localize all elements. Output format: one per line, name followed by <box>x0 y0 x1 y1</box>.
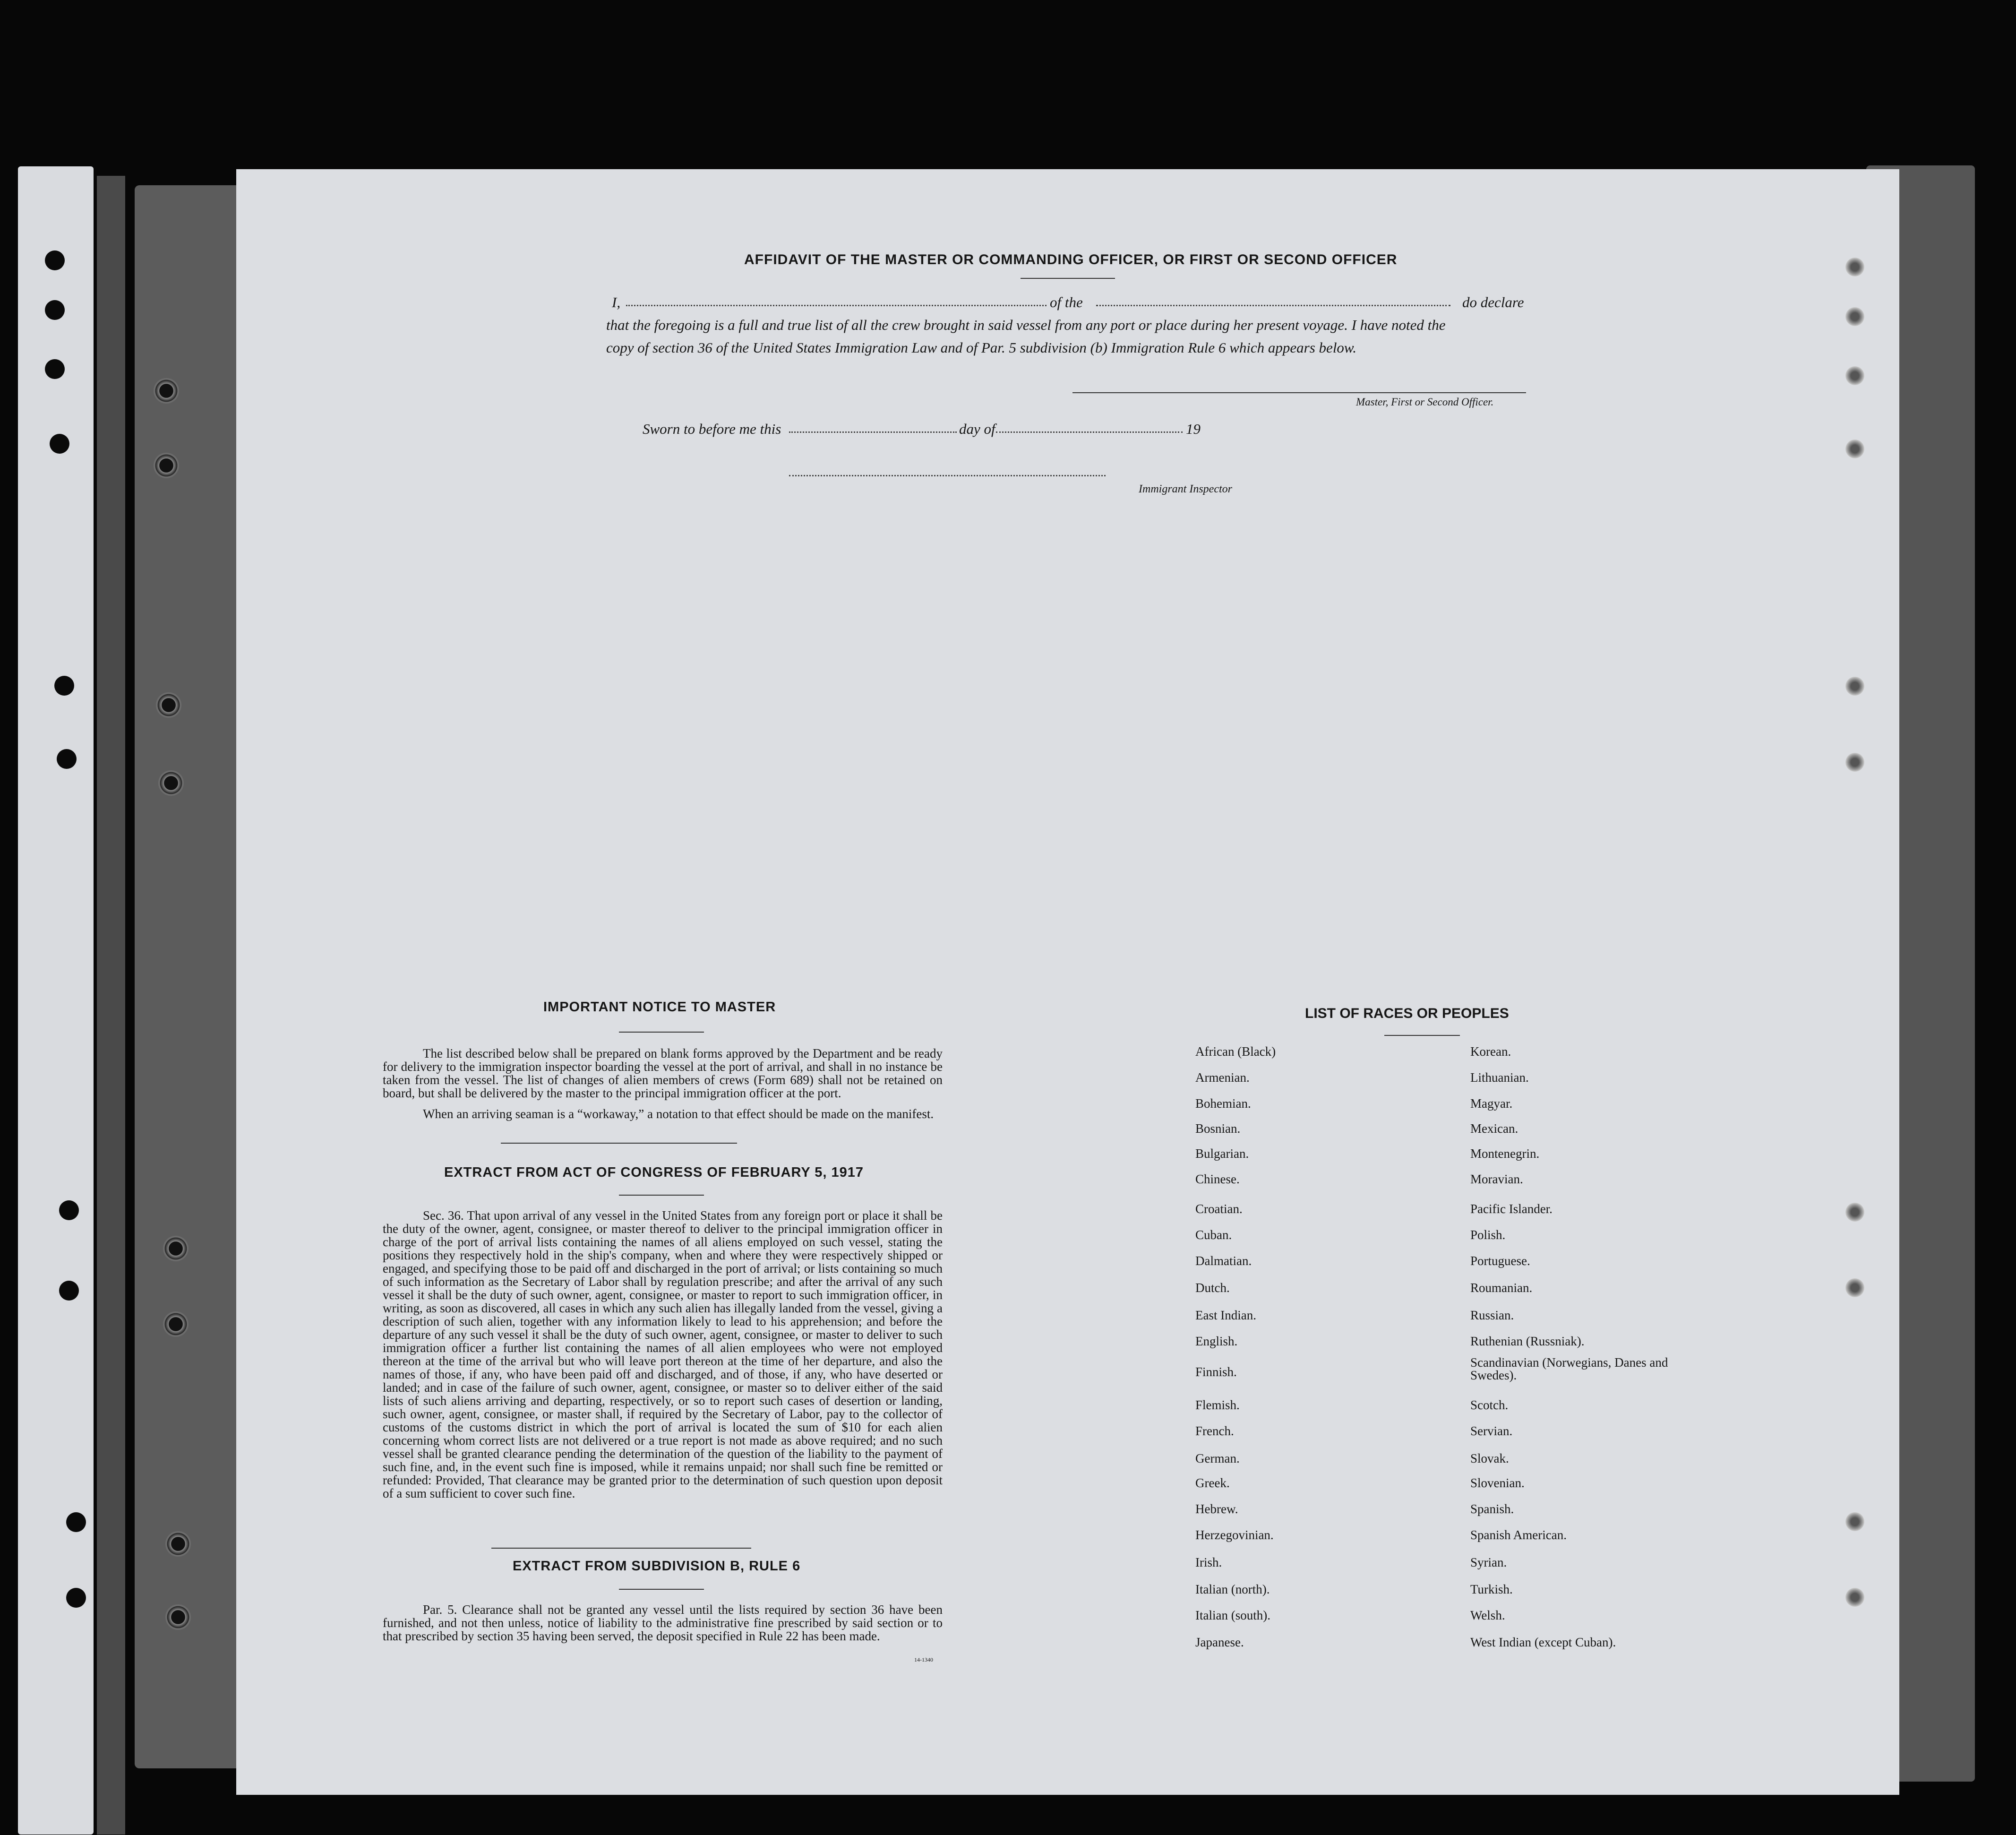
notice-paragraph-2: When an arriving seaman is a “workaway,” a notation to that effect should be made on the manifest. <box>423 1107 934 1121</box>
affidavit-do-declare: do declare <box>1462 294 1524 310</box>
binder-hole <box>45 359 65 379</box>
month-blank[interactable] <box>996 431 1183 433</box>
affidavit-line-2: that the foregoing is a full and true list of all the crew brought in said vessel from any port or place during her present voyage. I have noted the <box>606 317 1446 333</box>
race-entry: Italian (north). <box>1195 1582 1270 1596</box>
race-entry: Bosnian. <box>1195 1121 1241 1136</box>
vessel-blank[interactable] <box>1096 305 1450 306</box>
folder-hole <box>163 1311 189 1337</box>
race-entry: Armenian. <box>1195 1070 1250 1085</box>
affidavit-of-the: of the <box>1050 294 1083 310</box>
race-entry: Polish. <box>1470 1228 1506 1242</box>
race-entry: Hebrew. <box>1195 1502 1238 1516</box>
binder-edge <box>97 176 125 1835</box>
section-36-text: Sec. 36. That upon arrival of any vessel in the United States from any foreign port or place it shall be the duty of the owner, agent, consignee, or master thereof to deliver to the principal immigration officer in charge of the port of arrival lists containing the names of all aliens employed on such vessel, stating the positions they respectively hold in the ship's company, when and where they were respectively shipped or engaged, and specifying those to be paid off and discharged in the port of arrival; or lists containing so much of such information as the Secretary of Labor shall by regulation prescribe; and after the arrival of any such vessel it shall be the duty of such owner, agent, consignee, or master to report to such immigration officer, in writing, as soon as discovered, all cases in which any such alien has illegally landed from the vessel, giving a description of such alien, together with any information likely to lead to his apprehension; and before the departure of any such vessel it shall be the duty of such owner, agent, consignee, or master to deliver to such immigration officer a further list containing the names of all alien employees who were not employed thereon at the time of the arrival but who will leave port thereon at the time of her departure, and also the names of those, if any, who have been paid off and discharged, and of those, if any, who have deserted or landed; and in case of the failure of such owner, agent, consignee, or master so to deliver either of the said lists of such aliens arriving and departing, respectively, or so to report such cases of desertion or landing, such owner, agent, consignee, or master shall, if required by the Secretary of Labor, pay to the collector of customs of the customs district in which the port of arrival is located the sum of $10 for each alien concerning whom correct lists are not delivered or a true report is not made as above required; and no such vessel shall be granted clearance pending the determination of the question of the liability to the payment of such fine, and, in the event such fine is imposed, while it remains unpaid; nor shall such fine be remitted or refunded: Provided, That clearance may be granted prior to the determination of such question upon deposit of a sum sufficient to cover such fine. <box>383 1208 943 1500</box>
binder-hole <box>59 1200 79 1220</box>
divider <box>619 1032 704 1033</box>
race-entry: Moravian. <box>1470 1172 1523 1186</box>
folder-hole <box>158 770 184 796</box>
race-entry: Flemish. <box>1195 1398 1240 1412</box>
race-entry: Slovenian. <box>1470 1476 1525 1490</box>
sheet-hole <box>1845 753 1864 772</box>
race-entry: Ruthenian (Russniak). <box>1470 1334 1585 1348</box>
sheet-hole <box>1845 1512 1864 1531</box>
race-entry: Russian. <box>1470 1308 1514 1322</box>
race-entry: Scotch. <box>1470 1398 1509 1412</box>
day-of-label: day of <box>959 421 995 437</box>
sworn-label: Sworn to before me this <box>643 421 781 437</box>
race-entry: Magyar. <box>1470 1096 1513 1111</box>
race-entry: Welsh. <box>1470 1608 1505 1622</box>
sheet-hole <box>1845 258 1864 276</box>
extract-rule-title: EXTRACT FROM SUBDIVISION B, RULE 6 <box>513 1559 801 1574</box>
race-entry: East Indian. <box>1195 1308 1256 1322</box>
divider <box>619 1195 704 1196</box>
race-entry: Japanese. <box>1195 1635 1244 1649</box>
sheet-hole <box>1845 307 1864 326</box>
binder-hole <box>45 300 65 320</box>
folder-hole <box>165 1604 191 1630</box>
affidavit-i-label: I, <box>612 294 621 310</box>
folder-hole <box>163 1236 189 1261</box>
sheet-hole <box>1845 1278 1864 1297</box>
signature-line[interactable] <box>1072 392 1526 393</box>
race-entry: Bohemian. <box>1195 1096 1251 1111</box>
document-sheet <box>236 169 1899 1795</box>
race-entry: Korean. <box>1470 1044 1511 1059</box>
race-entry: Bulgarian. <box>1195 1146 1249 1161</box>
race-entry: African (Black) <box>1195 1044 1276 1059</box>
extract-act-title: EXTRACT FROM ACT OF CONGRESS OF FEBRUARY 5, 1917 <box>444 1165 864 1180</box>
binder-hole <box>66 1512 86 1532</box>
signature-caption: Master, First or Second Officer. <box>1356 396 1494 408</box>
divider <box>491 1548 751 1549</box>
race-entry: French. <box>1195 1424 1234 1438</box>
sheet-hole <box>1845 1588 1864 1607</box>
race-entry: Spanish American. <box>1470 1528 1567 1542</box>
notice-title: IMPORTANT NOTICE TO MASTER <box>543 999 776 1015</box>
race-entry: Finnish. <box>1195 1365 1237 1379</box>
binder-hole <box>54 676 74 696</box>
binder-hole <box>59 1281 79 1301</box>
sheet-hole <box>1845 439 1864 458</box>
folder-hole <box>154 453 179 478</box>
race-entry: Turkish. <box>1470 1582 1513 1596</box>
race-entry: English. <box>1195 1334 1238 1348</box>
race-entry: Montenegrin. <box>1470 1146 1540 1161</box>
inspector-caption: Immigrant Inspector <box>1139 483 1232 495</box>
race-entry: Pacific Islander. <box>1470 1202 1553 1216</box>
sheet-hole <box>1845 677 1864 696</box>
binder-hole <box>45 250 65 270</box>
race-entry: Cuban. <box>1195 1228 1232 1242</box>
race-entry: Chinese. <box>1195 1172 1240 1186</box>
race-entry: West Indian (except Cuban). <box>1470 1635 1616 1649</box>
race-entry: Servian. <box>1470 1424 1513 1438</box>
race-entry: Irish. <box>1195 1555 1222 1569</box>
race-entry: Dutch. <box>1195 1281 1230 1295</box>
race-entry: Herzegovinian. <box>1195 1528 1274 1542</box>
race-entry: Mexican. <box>1470 1121 1518 1136</box>
year-prefix: 19 <box>1186 421 1201 437</box>
affidavit-title: AFFIDAVIT OF THE MASTER OR COMMANDING OFFICER, OR FIRST OR SECOND OFFICER <box>744 252 1398 267</box>
race-entry: Dalmatian. <box>1195 1254 1252 1268</box>
divider <box>619 1589 704 1590</box>
name-blank[interactable] <box>626 305 1047 306</box>
race-entry: Greek. <box>1195 1476 1230 1490</box>
paragraph-5-text: Par. 5. Clearance shall not be granted any vessel until the lists required by section 36 have been furnished, and not then unless, notice of liability to the administrative fine prescribed by said section or to that prescribed by section 35 having been served, the deposit specified in Rule 22 has been made. <box>383 1602 943 1643</box>
race-entry: Portuguese. <box>1470 1254 1530 1268</box>
race-entry: Croatian. <box>1195 1202 1243 1216</box>
folder-hole <box>165 1531 191 1557</box>
race-entry: Scandinavian (Norwegians, Danes and Swedes). <box>1470 1355 1668 1382</box>
affidavit-line-3: copy of section 36 of the United States Immigration Law and of Par. 5 subdivision (b) Immigration Rule 6 which appears below. <box>606 339 1357 356</box>
binder-hole <box>50 434 69 454</box>
binder-strip <box>18 166 94 1835</box>
inspector-line[interactable] <box>789 475 1106 476</box>
race-entry: German. <box>1195 1451 1240 1465</box>
binder-hole <box>57 749 77 769</box>
race-entry: Lithuanian. <box>1470 1070 1529 1085</box>
race-entry: Italian (south). <box>1195 1608 1270 1622</box>
sheet-hole <box>1845 366 1864 385</box>
races-title: LIST OF RACES OR PEOPLES <box>1305 1006 1509 1021</box>
race-entry: Roumanian. <box>1470 1281 1533 1295</box>
race-entry: Spanish. <box>1470 1502 1514 1516</box>
sheet-hole <box>1845 1203 1864 1222</box>
folder-hole <box>154 378 179 404</box>
divider <box>1021 278 1115 279</box>
binder-hole <box>66 1588 86 1608</box>
folder-hole <box>156 692 181 718</box>
race-entry: Syrian. <box>1470 1555 1507 1569</box>
day-blank[interactable] <box>789 431 957 433</box>
divider <box>501 1143 737 1144</box>
divider <box>1384 1035 1460 1036</box>
notice-paragraph-1: The list described below shall be prepared on blank forms approved by the Department and be ready for delivery to the immigration inspector boarding the vessel at the port of arrival, and shall in no instance be taken from the vessel. The list of changes of alien members of crews (Form 689) shall not be retained on board, but shall be delivered by the master to the principal immigration officer at the port. <box>383 1046 943 1100</box>
form-number: 14-1340 <box>914 1656 933 1663</box>
race-entry: Slovak. <box>1470 1451 1509 1465</box>
